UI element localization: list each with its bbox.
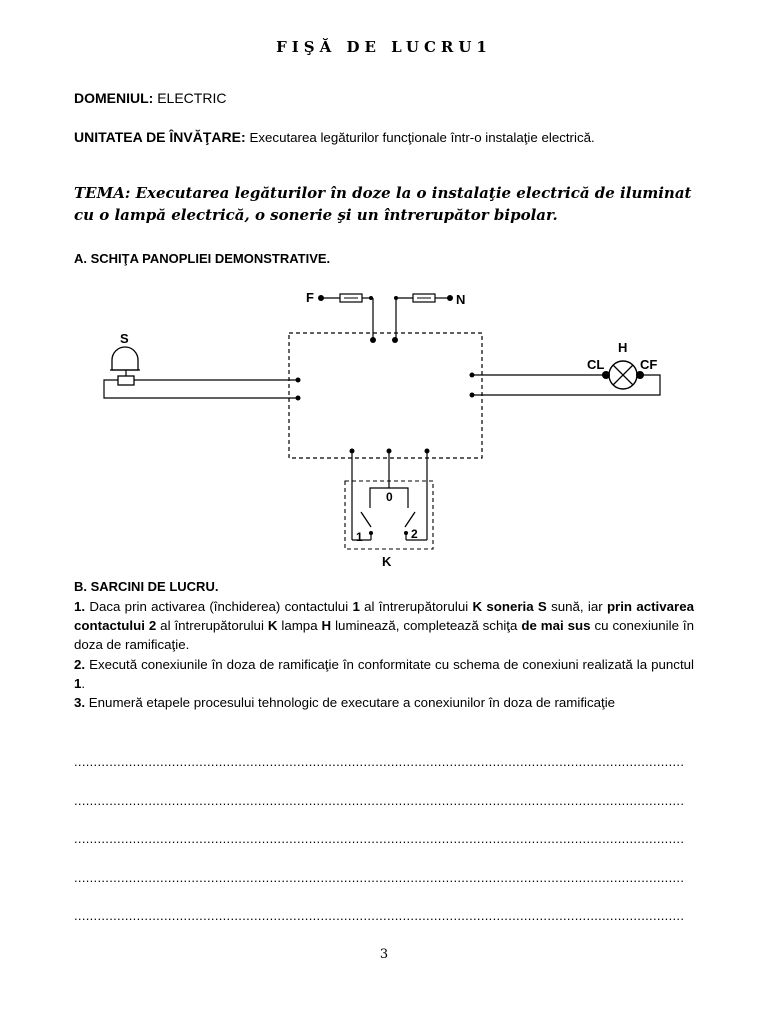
task-2: 2. Execută conexiunile în doza de ramificaţie în conformitate cu schema de conexiuni realizată la punctul 1. bbox=[74, 657, 694, 691]
label-contact-1: 1 bbox=[356, 530, 363, 544]
label-contact-2: 2 bbox=[411, 527, 418, 541]
phase-line bbox=[318, 294, 376, 343]
label-bell: S bbox=[120, 331, 129, 346]
page-number: 3 bbox=[379, 947, 389, 962]
neutral-line bbox=[392, 294, 453, 343]
unit-line bbox=[74, 129, 714, 145]
label-switch: K bbox=[382, 554, 392, 569]
answer-line: ............................................................................................................................................................ bbox=[74, 831, 685, 846]
junction-box bbox=[289, 333, 482, 458]
answer-line: ............................................................................................................................................................ bbox=[74, 754, 685, 769]
lamp-icon bbox=[602, 361, 644, 389]
theme-text: TEMA: Executarea legăturilor în doze la o instalaţie electrică de iluminat cu o lampă electrică, o sonerie şi un întrerupător bipolar. bbox=[74, 184, 692, 224]
domain-line bbox=[74, 90, 226, 106]
circuit-diagram bbox=[0, 280, 768, 575]
label-lamp-cf: CF bbox=[640, 357, 658, 372]
answer-line: ............................................................................................................................................................ bbox=[74, 793, 685, 808]
label-lamp: H bbox=[618, 340, 628, 355]
domain-value: ELECTRIC bbox=[157, 90, 227, 106]
answer-line: ............................................................................................................................................................ bbox=[74, 908, 685, 923]
task-3: 3. Enumeră etapele procesului tehnologic de executare a conexiunilor în doza de ramificaţie bbox=[74, 695, 616, 710]
task-1: 1. Daca prin activarea (închiderea) contactului 1 al întrerupătorului K soneria S sună, iar prin activarea contactului 2 al întrerupătorului K lampa H luminează, completează schiţa de mai sus cu conexiunile în doza de ramificaţie. bbox=[74, 599, 695, 652]
label-lamp-cl: CL bbox=[587, 357, 605, 372]
label-contact-0: 0 bbox=[386, 490, 393, 504]
domain-label: DOMENIUL: bbox=[74, 90, 154, 106]
unit-value: Executarea legăturilor funcţionale într-o instalaţie electrică. bbox=[249, 130, 595, 145]
unit-label: UNITATEA DE ÎNVĂŢARE: bbox=[74, 129, 246, 145]
section-b-heading: B. SARCINI DE LUCRU. bbox=[74, 579, 219, 594]
page-title: FIŞĂ DE LUCRU1 bbox=[276, 38, 492, 56]
label-phase: F bbox=[306, 290, 314, 305]
section-a-heading: A. SCHIŢA PANOPLIEI DEMONSTRATIVE. bbox=[74, 251, 331, 266]
label-neutral: N bbox=[456, 292, 466, 307]
answer-line: ............................................................................................................................................................ bbox=[74, 870, 685, 885]
bell-icon bbox=[110, 347, 140, 385]
